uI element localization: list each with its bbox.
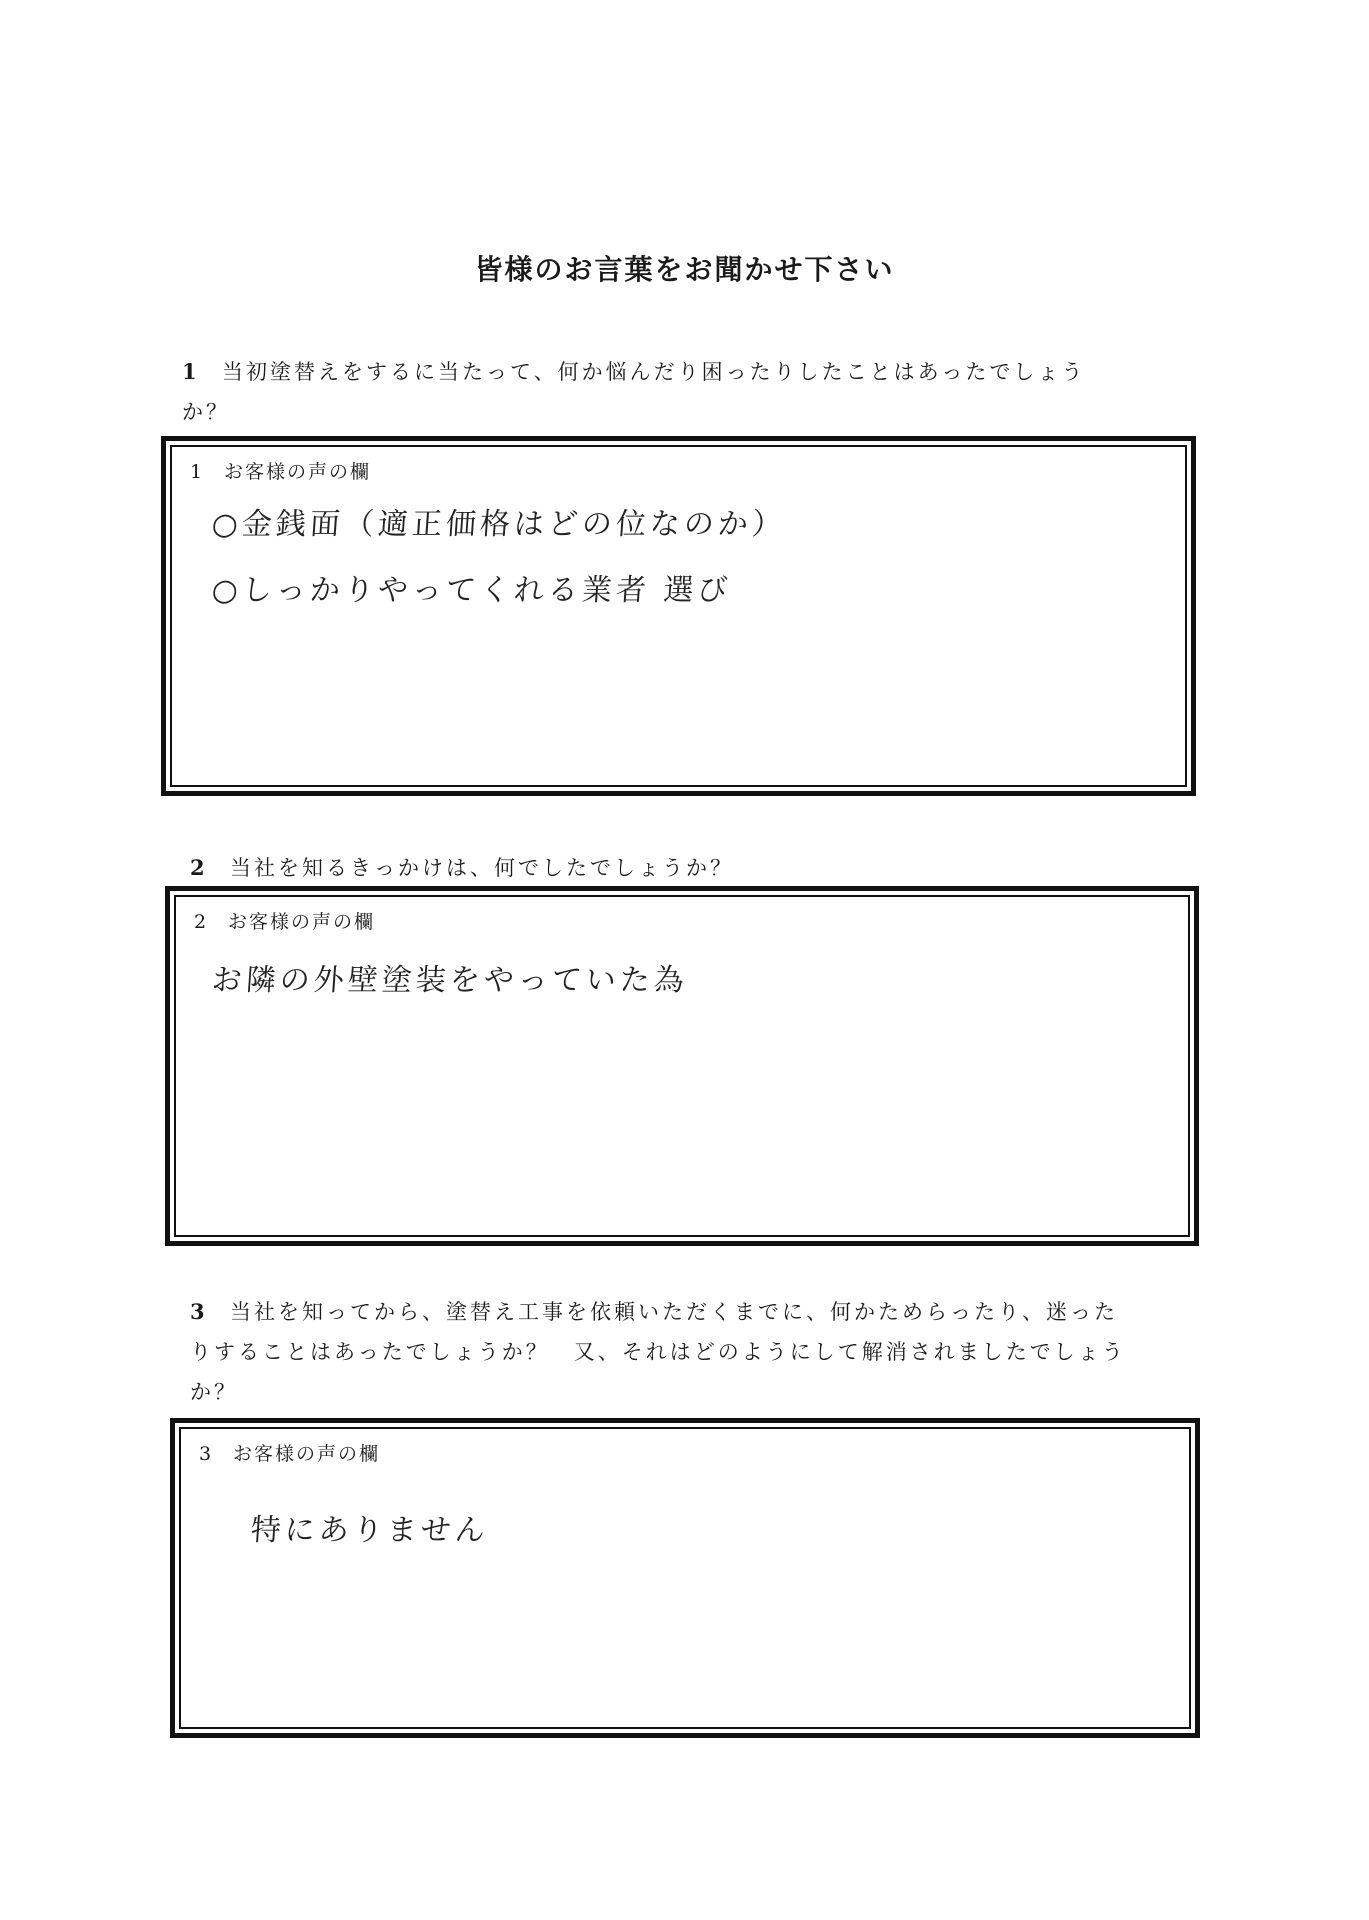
box-number: 1 (190, 461, 205, 483)
question-text-line: 当社を知ってから、塗替え工事を依頼いただくまでに、何かためらったり、迷った (230, 1300, 1118, 1324)
box-label-text: お客様の声の欄 (224, 461, 372, 483)
question-2 (190, 848, 1190, 888)
box-label (190, 457, 371, 484)
handwritten-answer: お隣の外壁塗装をやっていた為 (210, 963, 689, 998)
handwritten-answer: 特にありません (249, 1513, 490, 1548)
question-text-line: か？ (182, 400, 230, 424)
question-number: 2 (190, 855, 208, 880)
question-text-line: 当初塗替えをするに当たって、何か悩んだり困ったりしたことはあったでしょう (222, 360, 1086, 384)
question-number: 3 (190, 1299, 208, 1324)
question-text-line: 当社を知るきっかけは、何でしたでしょうか？ (230, 856, 734, 880)
answer-box-1 (161, 436, 1196, 796)
answer-box-2 (165, 886, 1199, 1246)
box-number: 2 (194, 911, 209, 933)
question-number: 1 (182, 359, 200, 384)
question-1 (182, 352, 1182, 432)
box-number: 3 (199, 1443, 214, 1465)
question-3 (190, 1292, 1190, 1412)
box-label-text: お客様の声の欄 (228, 911, 376, 933)
question-text-line: か？ (190, 1380, 238, 1404)
box-label (194, 907, 375, 934)
handwritten-answer: ○しっかりやってくれる業者 選び (210, 573, 733, 608)
box-label-text: お客様の声の欄 (233, 1443, 381, 1465)
answer-box-3 (170, 1418, 1200, 1738)
box-label (199, 1439, 380, 1466)
question-text-line: りすることはあったでしょうか？ 又、それはどのようにして解消されましたでしょう (190, 1340, 1126, 1364)
handwritten-answer: ○金銭面（適正価格はどの位なのか） (210, 507, 788, 542)
page-title: 皆様のお言葉をお聞かせ下さい (474, 253, 895, 286)
